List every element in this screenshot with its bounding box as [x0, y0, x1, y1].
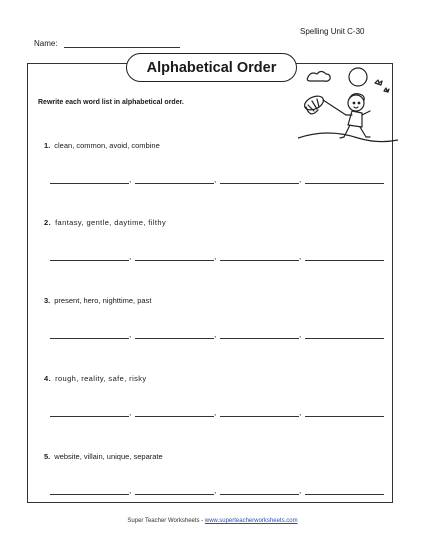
- answer-blank[interactable]: [135, 330, 214, 339]
- comma: ,: [214, 252, 217, 261]
- answer-blank[interactable]: [135, 408, 214, 417]
- comma: ,: [299, 408, 302, 417]
- answer-row-2: [50, 252, 384, 262]
- answer-blank[interactable]: [50, 252, 129, 261]
- answer-blank[interactable]: [50, 486, 129, 495]
- footer-url-link[interactable]: www.superteacherworksheets.com: [204, 518, 298, 524]
- answer-blank[interactable]: [220, 486, 299, 495]
- question-words: fantasy, gentle, daytime, filthy: [55, 218, 167, 227]
- question-words: clean, common, avoid, combine: [54, 141, 160, 150]
- question-5: [44, 452, 163, 461]
- answer-blank[interactable]: [135, 175, 214, 184]
- answer-blank[interactable]: [305, 252, 384, 261]
- answer-blank[interactable]: [220, 175, 299, 184]
- comma: ,: [299, 252, 302, 261]
- answer-blank[interactable]: [220, 330, 299, 339]
- comma: ,: [214, 330, 217, 339]
- answer-row-1: [50, 175, 384, 185]
- answer-blank[interactable]: [50, 330, 129, 339]
- question-4: [44, 374, 147, 383]
- footer-dash: -: [199, 518, 205, 524]
- comma: ,: [214, 175, 217, 184]
- answer-blank[interactable]: [135, 252, 214, 261]
- question-number: 4.: [44, 374, 52, 383]
- answer-blank[interactable]: [305, 486, 384, 495]
- footer: [0, 518, 425, 524]
- question-1: [44, 141, 160, 150]
- question-number: 5.: [44, 452, 51, 461]
- instructions: Rewrite each word list in alphabetical order.: [38, 99, 184, 106]
- name-line[interactable]: [64, 39, 180, 48]
- question-number: 2.: [44, 218, 52, 227]
- comma: ,: [129, 486, 132, 495]
- question-number: 3.: [44, 296, 51, 305]
- answer-row-3: [50, 330, 384, 340]
- answer-blank[interactable]: [220, 408, 299, 417]
- comma: ,: [214, 408, 217, 417]
- name-field-row: [34, 39, 180, 48]
- answer-blank[interactable]: [305, 175, 384, 184]
- unit-label: Spelling Unit C-30: [300, 27, 365, 36]
- question-3: [44, 296, 151, 305]
- name-label: Name:: [34, 39, 58, 48]
- question-words: rough, reality, safe, risky: [55, 374, 147, 383]
- answer-row-5: [50, 486, 384, 496]
- question-words: present, hero, nighttime, past: [54, 296, 152, 305]
- page-title: [126, 53, 297, 82]
- question-2: [44, 218, 166, 227]
- answer-blank[interactable]: [220, 252, 299, 261]
- comma: ,: [129, 330, 132, 339]
- comma: ,: [129, 252, 132, 261]
- answer-blank[interactable]: [305, 330, 384, 339]
- question-number: 1.: [44, 141, 51, 150]
- comma: ,: [214, 486, 217, 495]
- comma: ,: [129, 408, 132, 417]
- comma: ,: [299, 486, 302, 495]
- answer-blank[interactable]: [50, 408, 129, 417]
- answer-row-4: [50, 408, 384, 418]
- page-title-text: Alphabetical Order: [146, 59, 277, 76]
- answer-blank[interactable]: [50, 175, 129, 184]
- comma: ,: [299, 175, 302, 184]
- question-words: website, villain, unique, separate: [54, 452, 163, 461]
- comma: ,: [129, 175, 132, 184]
- comma: ,: [299, 330, 302, 339]
- answer-blank[interactable]: [305, 408, 384, 417]
- answer-blank[interactable]: [135, 486, 214, 495]
- boy-with-butterfly-net-illustration: [298, 63, 398, 163]
- footer-brand: Super Teacher Worksheets: [127, 518, 200, 524]
